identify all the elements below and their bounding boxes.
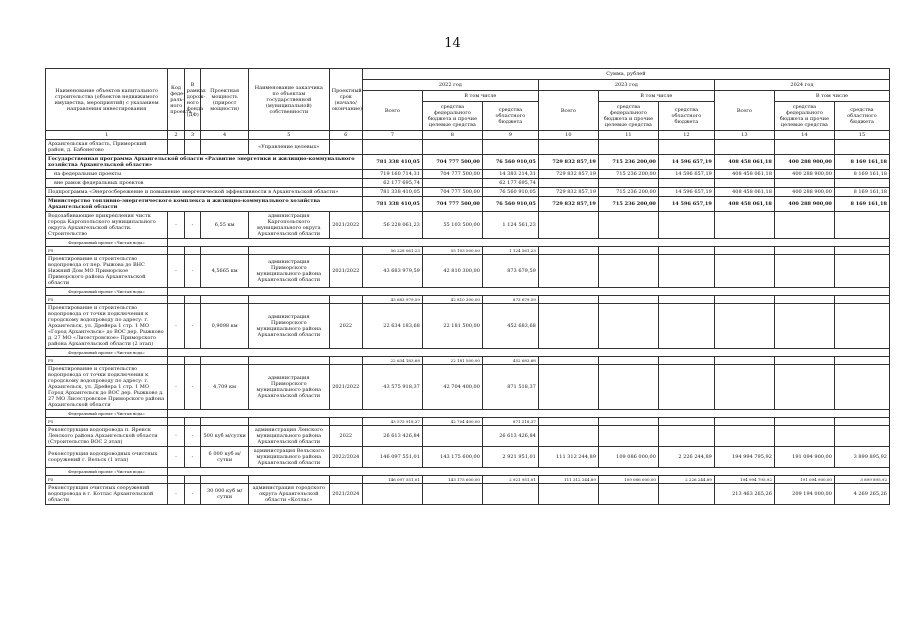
customer-cell: администрация Вельского муниципального района Архангельской области [248,447,329,468]
fed-project-code: F5 [46,247,168,255]
value-cell: 76 560 910,05 [482,197,538,212]
col-index: 13 [714,131,774,140]
value-cell: 111 312 244,89 [538,447,598,468]
value-cell: 14 596 657,19 [658,197,714,212]
page-number: 14 [444,36,461,51]
subprogram-label: Подпрограмма «Энергосбережение и повышение энергетической эффективности в Архангельской области» [46,188,363,197]
value-cell: 715 236 200,00 [598,197,658,212]
value-cell: 704 777 500,00 [422,197,482,212]
value-cell: 704 777 500,00 [422,170,482,179]
fed-project-row [46,349,890,357]
customer-cell: администрация Приморского муниципального района Архангельской области [248,365,329,410]
value-cell: 2 921 951,01 [482,447,538,468]
value-cell: 8 169 161,18 [834,155,889,170]
value-cell: 1 124 561,23 [482,247,538,255]
header-reg-2024: средства областного бюджета [834,102,889,131]
fed-code-cell: - [168,212,185,239]
road-fund-cell: - [184,255,201,288]
period-cell: 2021/2022 [329,255,362,288]
header-fed-2023: средства федерального бюджета и прочие целевые средства [598,102,658,131]
value-cell: 14 383 214,31 [482,170,538,179]
object-name: Реконструкция водопровода п. Яренск Ленского района Архангельской области (Строительство ВОС 2 этап) [46,426,168,447]
header-total-2023: Всего [538,91,598,131]
value-cell: 109 086 000,00 [598,447,658,468]
object-row [46,426,890,447]
value-cell: 781 338 410,05 [362,197,422,212]
road-fund-cell: - [184,212,201,239]
capacity-cell: 6,55 км [201,212,249,239]
header-reg-2022: средства областного бюджета [482,102,538,131]
customer-cell: администрация Приморского муниципального района Архангельской области [248,304,329,349]
value-cell: 55 103 500,00 [422,247,482,255]
road-fund-cell: - [184,304,201,349]
header-fed-2024: средства федерального бюджета и прочие целевые средства [774,102,834,131]
col-index: 9 [482,131,538,140]
fed-project-values-row [46,247,890,255]
value-cell: 2 226 244,89 [658,476,714,484]
value-cell: 729 832 857,19 [538,170,598,179]
value-cell: 42 704 400,00 [422,418,482,426]
period-cell: 2022 [329,304,362,349]
program-label: Государственная программа Архангельской области «Развитие энергетики и жилищно-коммунального хозяйства Архангельской области» [46,155,363,170]
value-cell: 42 704 400,00 [422,365,482,410]
value-cell: 56 228 061,23 [362,212,422,239]
capacity-cell: 6 000 куб м/сутки [201,447,249,468]
fed-project-label: Федеральный проект «Чистая вода» [46,288,168,296]
value-cell [422,426,482,447]
header-sum: Сумма, рублей [362,69,889,80]
value-cell: 109 086 000,00 [598,476,658,484]
header-incl-2024: В том числе [774,91,889,102]
value-cell: 194 994 795,92 [714,476,774,484]
header-customer: Наименование заказчика по объектам государственной (муниципальной) собственности [248,69,329,131]
period-cell: 2021/2022 [329,365,362,410]
fed-project-label: Федеральный проект «Чистая вода» [46,349,168,357]
value-cell: 408 458 061,18 [714,188,774,197]
value-cell: 22 634 183,68 [362,357,422,365]
value-cell: 146 097 551,01 [362,447,422,468]
fed-project-label: Федеральный проект «Чистая вода» [46,410,168,418]
table-row [46,179,890,188]
value-cell: 2 921 951,01 [482,476,538,484]
value-cell: 26 613 426,84 [362,426,422,447]
fed-project-code: F5 [46,418,168,426]
header-year-2022: 2022 год [362,80,538,91]
value-cell: 873 679,59 [482,296,538,304]
fed-project-code: F5 [46,476,168,484]
value-cell: 8 169 161,18 [834,197,889,212]
fed-project-values-row [46,418,890,426]
value-cell: 873 679,59 [482,255,538,288]
header-fed-project-code: Код феде-раль-ного проекта [168,69,185,131]
capacity-cell: 30 000 куб м/сутки [201,484,249,505]
value-cell: 715 236 200,00 [598,155,658,170]
customer-cell: администрация Ленского муниципального района Архангельской области [248,426,329,447]
value-cell: 194 994 795,92 [714,447,774,468]
value-cell: 400 288 900,00 [774,170,834,179]
fed-project-values-row [46,476,890,484]
value-cell: 452 683,68 [482,304,538,349]
col-index: 15 [834,131,889,140]
value-cell: 209 194 000,00 [774,484,834,505]
fed-code-cell: - [168,447,185,468]
value-cell: 191 094 900,00 [774,447,834,468]
value-cell: 408 458 061,18 [714,170,774,179]
fed-project-row [46,239,890,247]
customer-cell: администрация городского округа Архангельской области «Котлас» [248,484,329,505]
header-incl-2023: В том числе [598,91,714,102]
capacity-cell: 4,709 км [201,365,249,410]
value-cell: 213 463 265,26 [714,484,774,505]
road-fund-cell: - [184,447,201,468]
value-cell: 400 288 900,00 [774,188,834,197]
value-cell: 43 575 918,37 [362,418,422,426]
value-cell: 871 518,37 [482,365,538,410]
value-cell: 42 810 300,00 [422,296,482,304]
value-cell: 62 177 695,74 [362,179,422,188]
value-cell: 8 169 161,18 [834,188,889,197]
value-cell: 146 097 551,01 [362,476,422,484]
value-cell: 76 560 910,05 [482,188,538,197]
object-row [46,484,890,505]
value-cell: 781 338 410,05 [362,188,422,197]
col-index: 4 [201,131,249,140]
header-period: Проектный срок (начало/окончание) [329,69,362,131]
road-fund-cell: - [184,365,201,410]
value-cell: 3 899 895,92 [834,476,889,484]
fed-project-row [46,288,890,296]
col-index: 12 [658,131,714,140]
value-cell: 704 777 500,00 [422,188,482,197]
object-row [46,447,890,468]
value-cell: 14 596 657,19 [658,170,714,179]
col-index: 7 [362,131,422,140]
column-index-row [46,131,890,140]
object-name: Реконструкция очистных сооружений водопровода в г. Котлас Архангельской области [46,484,168,505]
value-cell: 715 236 200,00 [598,170,658,179]
capacity-cell: 0,9098 км [201,304,249,349]
value-cell: 871 518,37 [482,418,538,426]
value-cell: 715 236 200,00 [598,188,658,197]
fed-code-cell: - [168,304,185,349]
header-fed-2022: средства федерального бюджета и прочие целевые средства [422,102,482,131]
road-fund-cell: - [184,426,201,447]
value-cell: 143 175 600,00 [422,447,482,468]
col-index: 8 [422,131,482,140]
value-cell: 76 560 910,05 [482,155,538,170]
col-index: 2 [168,131,185,140]
fed-code-cell: - [168,365,185,410]
col-index: 14 [774,131,834,140]
value-cell: 408 458 061,18 [714,155,774,170]
value-cell: 1 124 561,23 [482,212,538,239]
value-cell: 14 596 657,19 [658,188,714,197]
header-road-fund: В рамках дорож-ного фонда (ДФ) [184,69,201,131]
value-cell: 43 575 918,37 [362,365,422,410]
value-cell: 56 228 061,23 [362,247,422,255]
period-cell: 2022/2024 [329,447,362,468]
table-row [46,197,890,212]
value-cell: 143 175 600,00 [422,476,482,484]
road-fund-cell: - [184,484,201,505]
value-cell: 8 169 161,18 [834,170,889,179]
fed-code-cell: - [168,255,185,288]
header-reg-2023: средства областного бюджета [658,102,714,131]
object-name: Архангельская область, Приморский район, д. Бабонегово [46,140,168,155]
object-row [46,365,890,410]
object-name: Проектирование и строительство водопровода от точки подключения к городскому водопроводу по адресу: г. Архангельск, ул. Дрейера 1 стр. 1 МО Город Архангельск до ВОС дер. Рыжково д. 27 МО Лисестровское Приморского района Архангельской области [46,365,168,410]
customer-cell: администрация Каргопольского муниципального округа Архангельской области [248,212,329,239]
value-cell: 191 094 900,00 [774,476,834,484]
object-row [46,255,890,288]
investment-table [45,68,890,505]
col-index: 11 [598,131,658,140]
value-cell: 719 160 714,31 [362,170,422,179]
value-cell: 729 832 857,19 [538,155,598,170]
header-year-2024: 2024 год [714,80,889,91]
value-cell: 14 596 657,19 [658,155,714,170]
fed-project-code: F5 [46,357,168,365]
object-name: Проектирование и строительство водопровода от точки подключения к городскому водопроводу по адресу: г. Архангельск, ул. Дрейера 1 стр. 1 МО «Город Архангельск» до ВОС дер. Рыжково д. 27 МО «Лисестровское» Приморского района Архангельской области (2 этап) [46,304,168,349]
value-cell: 42 810 300,00 [422,255,482,288]
header-year-2023: 2023 год [538,80,714,91]
col-index: 5 [248,131,329,140]
object-row [46,304,890,349]
customer: «Управление целевых» [248,140,329,155]
header-row-1 [46,69,890,80]
value-cell: 22 634 183,68 [362,304,422,349]
header-total-2022: Всего [362,91,422,131]
period-cell: 2021/2022 [329,212,362,239]
fed-project-values-row [46,357,890,365]
row-label: на федеральные проекты [46,170,363,179]
value-cell: 704 777 500,00 [422,155,482,170]
ministry-label: Министерство топливно-энергетического комплекса и жилищно-коммунального хозяйства Архангельской области [46,197,363,212]
row-label: вне рамок федеральных проектов [46,179,363,188]
value-cell: 2 226 244,89 [658,447,714,468]
value-cell: 400 288 900,00 [774,197,834,212]
object-row [46,212,890,239]
object-name: Проектирование и строительство водопровода от пер. Рыжова до ВНС Нижний Дом МО Приморское Приморского района Архангельской области [46,255,168,288]
fed-project-label: Федеральный проект «Чистая вода» [46,468,168,476]
value-cell: 43 683 979,59 [362,255,422,288]
value-cell: 729 832 857,19 [538,197,598,212]
table-row [46,140,890,155]
value-cell: 43 683 979,59 [362,296,422,304]
value-cell: 3 899 895,92 [834,447,889,468]
value-cell: 4 269 265,26 [834,484,889,505]
header-incl-2022: В том числе [422,91,538,102]
col-index: 3 [184,131,201,140]
table-row [46,155,890,170]
value-cell: 26 613 426,84 [482,426,538,447]
object-name: Реконструкция водопроводных очистных сооружений г. Вельск (1 этап) [46,447,168,468]
value-cell: 452 683,68 [482,357,538,365]
value-cell: 729 832 857,19 [538,188,598,197]
value-cell: 55 103 500,00 [422,212,482,239]
col-index: 10 [538,131,598,140]
value-cell [422,179,482,188]
col-index: 6 [329,131,362,140]
value-cell: 22 181 500,00 [422,357,482,365]
fed-project-code: F5 [46,296,168,304]
fed-project-row [46,468,890,476]
table-row [46,188,890,197]
value-cell: 781 338 410,05 [362,155,422,170]
investment-table-container [45,68,890,505]
value-cell: 22 181 500,00 [422,304,482,349]
header-capacity: Проектная мощность (прирост мощности) [201,69,249,131]
col-index: 1 [46,131,168,140]
value-cell: 400 288 900,00 [774,155,834,170]
header-total-2024: Всего [714,91,774,131]
fed-code-cell: - [168,484,185,505]
period-cell: 2021/2024 [329,484,362,505]
table-row [46,170,890,179]
capacity-cell: 500 куб м/сутки [201,426,249,447]
period-cell: 2022 [329,426,362,447]
fed-project-values-row [46,296,890,304]
fed-project-row [46,410,890,418]
object-name: Водозабивающие прикрепления чистк города Каргопольского муниципального округа Архангельской области. Строительство [46,212,168,239]
value-cell: 408 458 061,18 [714,197,774,212]
value-cell: 62 177 695,74 [482,179,538,188]
value-cell: 111 312 244,89 [538,476,598,484]
header-object-name: Наименование объектов капитального строительства (объектов недвижимого имущества, мероприятий) с указанием направления инвестирования [46,69,168,131]
fed-code-cell: - [168,426,185,447]
fed-project-label: Федеральный проект «Чистая вода» [46,239,168,247]
customer-cell: администрация Приморского муниципального района Архангельской области [248,255,329,288]
capacity-cell: 4,5665 км [201,255,249,288]
